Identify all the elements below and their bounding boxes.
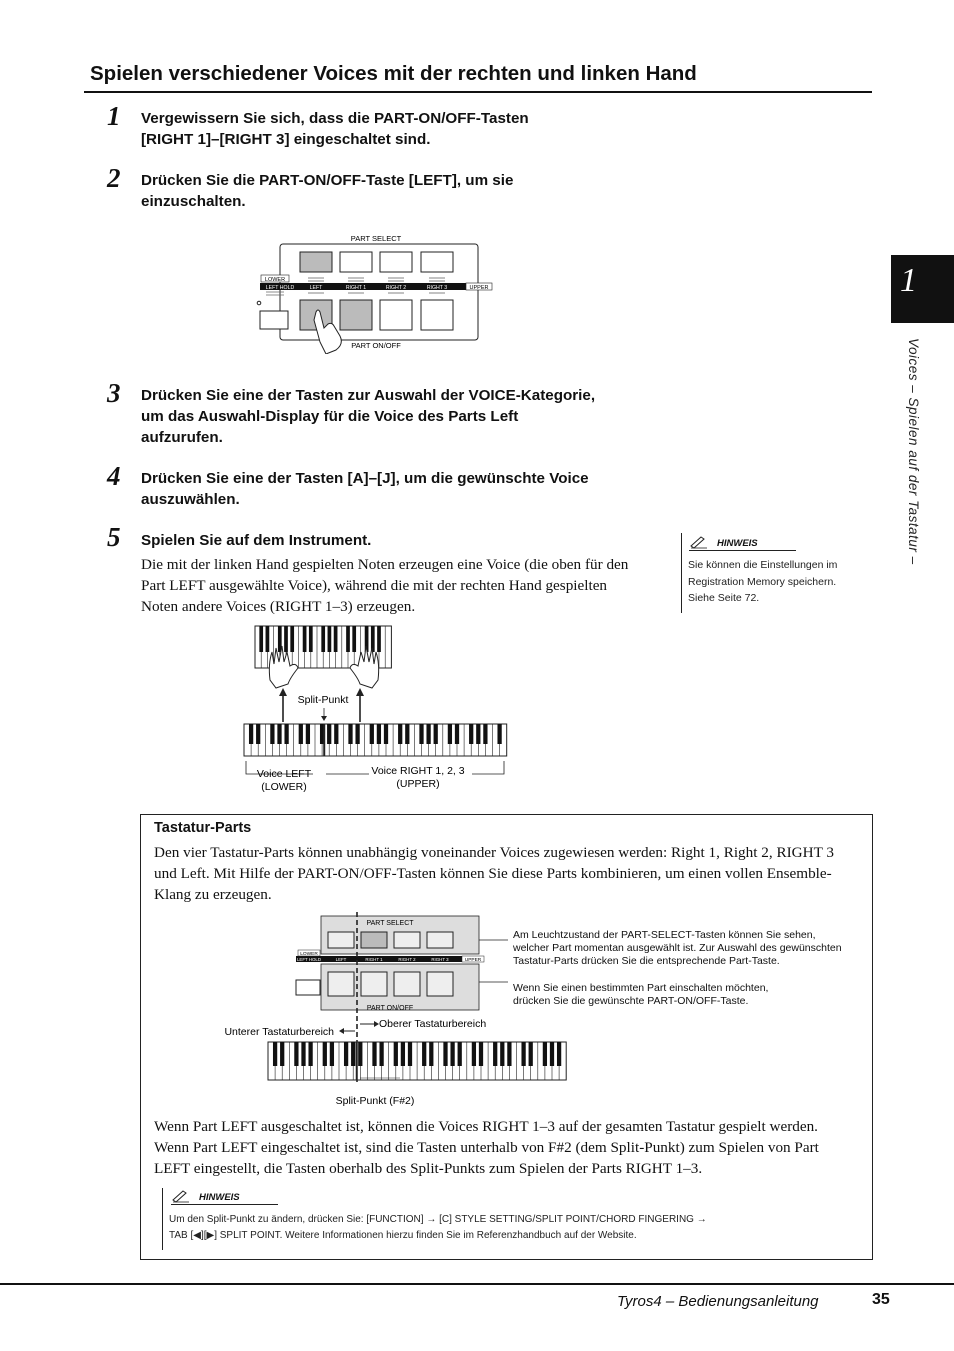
box-p1-line1: Den vier Tastatur-Parts können unabhängig voneinander Voices zugewiesen werden: Right 1, Right 2, RIGHT 3 <box>154 844 834 861</box>
step-1-line1: Vergewissern Sie sich, dass die PART-ON/OFF-Tasten <box>141 110 529 127</box>
panel-left-label: LEFT <box>309 285 323 291</box>
step-3-line2: um das Auswahl-Display für die Voice des Parts Left <box>141 408 519 425</box>
step-2-number: 2 <box>107 163 121 193</box>
page-title: Spielen verschiedener Voices mit der rechten und linken Hand <box>90 62 697 85</box>
box-onoff-right1 <box>361 972 387 996</box>
panel-left-hold-label: LEFT HOLD <box>265 285 295 291</box>
pencil-note-icon <box>689 535 709 549</box>
box-panel-part-select: PART SELECT <box>366 920 414 927</box>
step-3-number: 3 <box>107 378 121 408</box>
panel-right1-label: RIGHT 1 <box>345 285 367 291</box>
box-panel-part-onoff: PART ON/OFF <box>366 1005 414 1012</box>
step-5-body <box>141 554 628 617</box>
callout-select-line3: Tastatur-Parts drücken Sie die entsprechende Part-Taste. <box>513 955 780 967</box>
keyboard-split-figure <box>240 622 510 794</box>
unterer-label: Unterer Tastaturbereich <box>224 1026 334 1038</box>
hint-rule <box>689 550 796 551</box>
step-2-line1: Drücken Sie die PART-ON/OFF-Taste [LEFT], um sie <box>141 172 514 189</box>
split-f2-label: Split-Punkt (F#2) <box>335 1095 415 1107</box>
box-hint-line2: TAB [◀][▶] SPLIT POINT. Weitere Informationen hierzu finden Sie im Referenzhandbuch auf der Website. <box>169 1230 637 1241</box>
box-panel-right2: RIGHT 2 <box>398 957 416 962</box>
step-1-line2: [RIGHT 1]–[RIGHT 3] eingeschaltet sind. <box>141 131 431 148</box>
voice-left-lower-label: (LOWER) <box>261 781 307 793</box>
step-5-text: Spielen Sie auf dem Instrument. <box>141 532 372 549</box>
box-p1-line2: und Left. Mit Hilfe der PART-ON/OFF-Tasten können Sie diese Parts kombinieren, um einen vollen Ensemble- <box>154 865 832 882</box>
footer-page-number: 35 <box>872 1291 890 1308</box>
box-panel-right3: RIGHT 3 <box>431 957 449 962</box>
step-1-text <box>141 108 529 150</box>
lower-keyboard <box>244 724 507 756</box>
box-hint-vertical-rule <box>162 1188 163 1250</box>
panel-right3-label: RIGHT 3 <box>426 285 448 291</box>
callout-select <box>513 929 842 968</box>
box-select-right2 <box>394 932 420 948</box>
onoff-button-right3 <box>421 300 453 330</box>
step-4-line1: Drücken Sie eine der Tasten [A]–[J], um die gewünschte Voice <box>141 470 589 487</box>
callout-select-line2: welcher Part momentan ausgewählt ist. Zur Auswahl des gewünschten <box>513 942 842 954</box>
box-hint-line1: Um den Split-Punkt zu ändern, drücken Sie: [FUNCTION] → [C] STYLE SETTING/SPLIT POINT/CHORD FINGERING → <box>169 1214 707 1225</box>
box-hint-rule <box>171 1204 278 1205</box>
box-select-right3 <box>427 932 453 948</box>
step-4-line2: auszuwählen. <box>141 491 240 508</box>
panel-part-select-label: PART SELECT <box>350 234 402 243</box>
callout-onoff <box>513 982 768 1008</box>
box-panel-upper: UPPER <box>464 958 482 963</box>
step-5-body-line2: Part LEFT ausgewählte Voice), während die mit der rechten Hand gespielten <box>141 577 608 594</box>
voice-right-upper-label: (UPPER) <box>396 778 440 790</box>
step-3-text <box>141 385 595 448</box>
box-onoff-right3 <box>427 972 453 996</box>
footer-manual-title: Tyros4 – Bedienungsanleitung <box>617 1293 819 1310</box>
sidebar-hint-label: HINWEIS <box>717 538 758 549</box>
callout-onoff-line1: Wenn Sie einen bestimmten Part einschalten möchten, <box>513 982 769 994</box>
panel-part-onoff-label: PART ON/OFF <box>351 341 401 350</box>
box-left-hold-button <box>296 980 320 995</box>
box-select-right1 <box>361 932 387 948</box>
panel-lower-label: LOWER <box>264 277 286 283</box>
hint-vertical-rule <box>681 533 682 613</box>
box-panel-left-hold: LEFT HOLD <box>296 957 322 962</box>
box-hint-label: HINWEIS <box>199 1192 240 1203</box>
box-hint-text <box>169 1212 707 1244</box>
select-button-right1 <box>340 252 372 272</box>
box-onoff-left <box>328 972 354 996</box>
step-4-text <box>141 468 589 510</box>
chapter-side-text: Voices – Spielen auf der Tastatur – <box>906 338 921 565</box>
sidebar-hint-line2: Registration Memory speichern. <box>688 575 837 588</box>
left-hold-button <box>260 311 288 329</box>
box-keyboard <box>268 1042 566 1080</box>
title-rule <box>84 91 872 93</box>
box-p2-line2: Wenn Part LEFT eingeschaltet ist, sind die Tasten unterhalb von F#2 (dem Split-Punkt) zum Spielen von Part <box>154 1139 819 1156</box>
onoff-button-right1 <box>340 300 372 330</box>
box-select-left <box>328 932 354 948</box>
oberer-label: Oberer Tastaturbereich <box>379 1018 487 1030</box>
callout-select-line1: Am Leuchtzustand der PART-SELECT-Tasten können Sie sehen, <box>513 929 816 941</box>
step-5-body-line1: Die mit der linken Hand gespielten Noten erzeugen eine Voice (die oben für den <box>141 556 629 573</box>
sidebar-hint-line3: Siehe Seite 72. <box>688 592 760 604</box>
onoff-button-right2 <box>380 300 412 330</box>
voice-right-label: Voice RIGHT 1, 2, 3 <box>371 765 465 777</box>
voice-left-label: Voice LEFT <box>256 768 312 780</box>
sidebar-hint-line1: Sie können die Einstellungen im <box>688 559 838 571</box>
select-button-right3 <box>421 252 453 272</box>
box-p2-line1: Wenn Part LEFT ausgeschaltet ist, können die Voices RIGHT 1–3 auf der gesamten Tastatur gespielt werden. <box>154 1118 818 1135</box>
box-paragraph-1 <box>154 842 834 905</box>
box-p1-line3: Klang zu erzeugen. <box>154 886 272 903</box>
box-paragraph-2 <box>154 1116 819 1179</box>
split-punkt-label: Split-Punkt <box>297 694 349 706</box>
step-2-text <box>141 170 513 212</box>
callout-onoff-line2: drücken Sie die gewünschte PART-ON/OFF-Taste. <box>513 995 749 1007</box>
step-3-line3: aufzurufen. <box>141 429 223 446</box>
footer-rule <box>0 1283 954 1285</box>
step-5-body-line3: Noten andere Voices (RIGHT 1–3) erzeugen. <box>141 598 416 615</box>
box-heading: Tastatur-Parts <box>154 820 252 836</box>
box-panel-right1: RIGHT 1 <box>365 957 383 962</box>
box-pencil-note-icon <box>171 1189 191 1203</box>
step-1-number: 1 <box>107 101 121 131</box>
step-5-number: 5 <box>107 522 121 552</box>
chapter-number: 1 <box>900 262 917 299</box>
box-onoff-right2 <box>394 972 420 996</box>
box-panel-left: LEFT <box>335 957 347 962</box>
sidebar-hint-text <box>688 557 837 607</box>
step-4-number: 4 <box>107 461 121 491</box>
box-p2-line3: LEFT eingestellt, die Tasten oberhalb des Split-Punkts zum Spielen der Parts RIGHT 1–3. <box>154 1160 703 1177</box>
step-2-line2: einzuschalten. <box>141 193 246 210</box>
select-button-left <box>300 252 332 272</box>
part-panel-figure <box>254 232 494 354</box>
select-button-right2 <box>380 252 412 272</box>
step-3-line1: Drücken Sie eine der Tasten zur Auswahl der VOICE-Kategorie, <box>141 387 596 404</box>
panel-upper-label: UPPER <box>469 285 489 291</box>
box-panel-lower: LOWER <box>300 952 318 957</box>
panel-right2-label: RIGHT 2 <box>385 285 407 291</box>
